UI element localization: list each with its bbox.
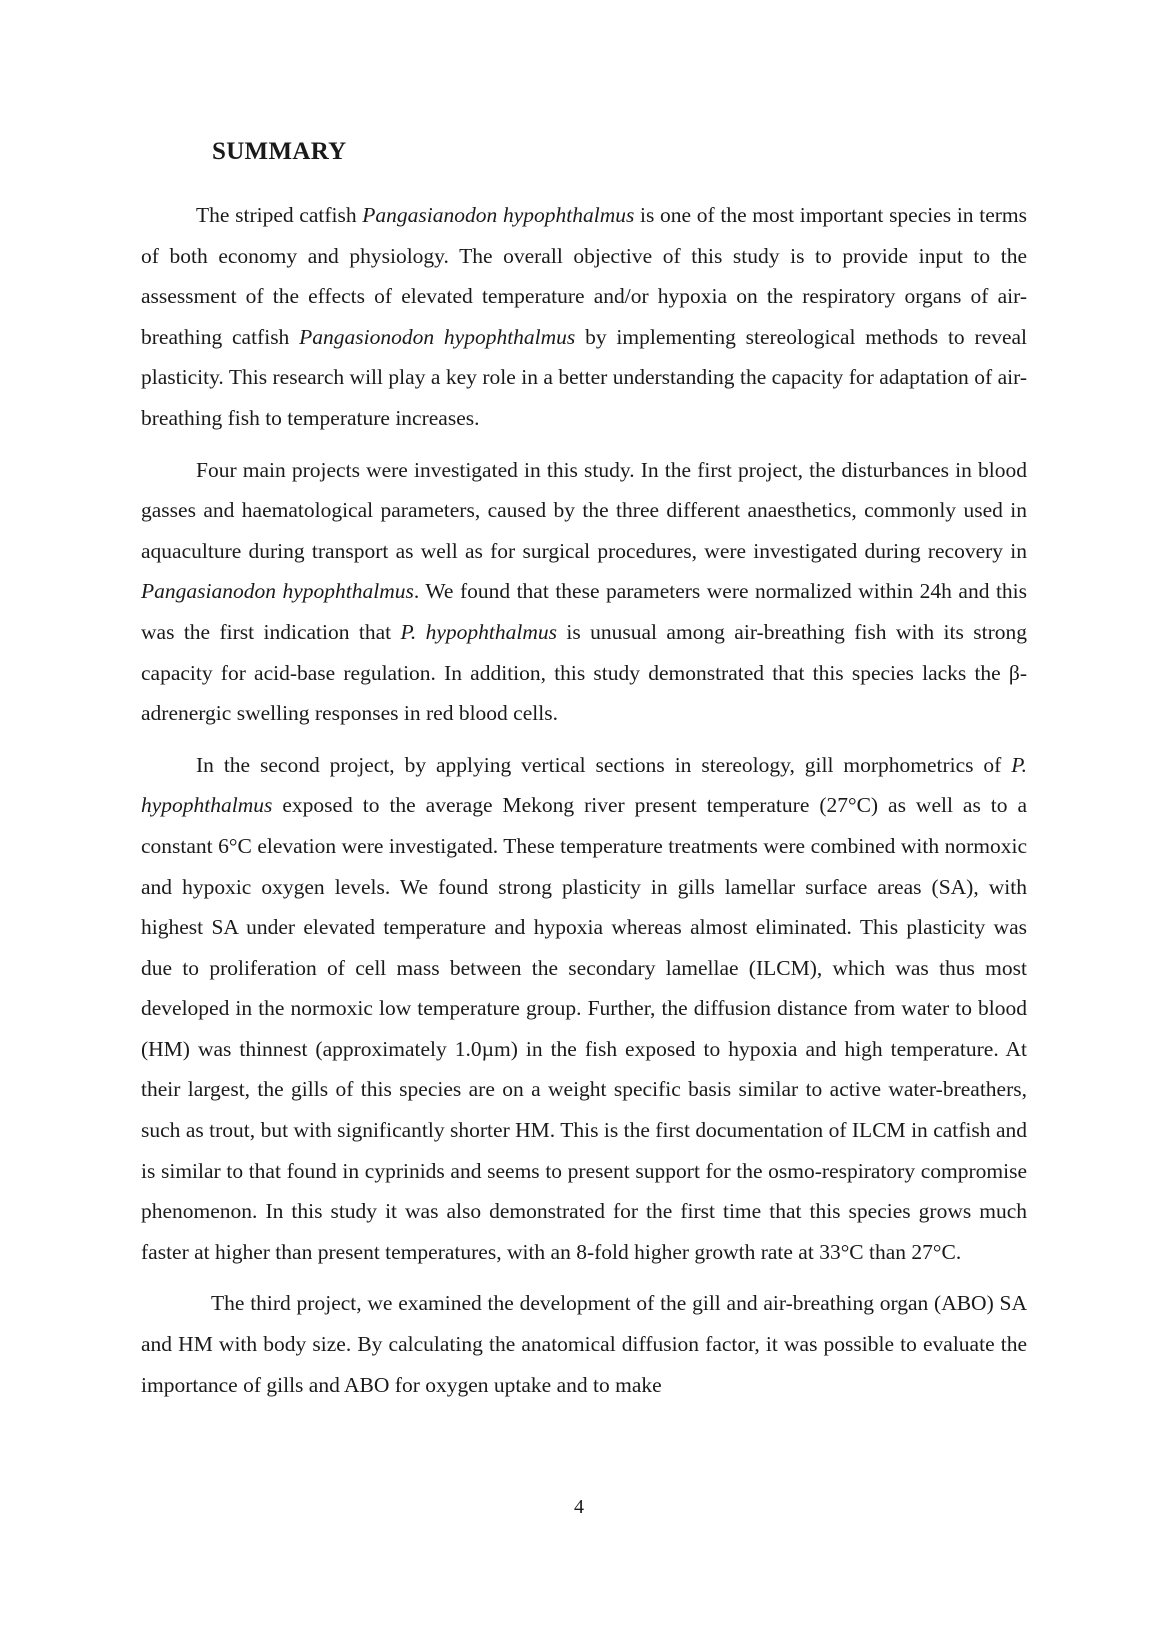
page-number: 4	[574, 1496, 584, 1518]
text-segment: . We found that these parameters were normalized within 24h and this was the first indication that	[141, 579, 1028, 644]
paragraph	[141, 1283, 1027, 1405]
species-name: Pangasianodon hypophthalmus	[362, 203, 635, 227]
species-name: P. hypophthalmus	[400, 619, 558, 644]
text-segment: exposed to the average Mekong river present temperature (27°C) as well as to a constant 6°C elevation were investigated. These temperature treatments were combined with normoxic and hypoxic oxygen levels. We found strong plasticity in gills lamellar surface areas (SA), with highest SA under elevated temperature and hypoxia whereas almost eliminated. This plasticity was due to proliferation of cell mass between the secondary lamellae (ILCM), which was thus most developed in the normoxic low temperature group. Further, the diffusion distance from water to blood (HM) was thinnest (approximately 1.0µm) in the fish exposed to hypoxia and high temperature. At their largest, the gills of this species are on a weight specific basis similar to active water-breathers, such as trout, but with significantly shorter HM. This is the first documentation of ILCM in catfish and is similar to that found in cyprinids and seems to present support for the osmo-respiratory compromise phenomenon. In this study it was also demonstrated for the first time that this species grows much faster at higher than present temperatures, with an 8-fold higher growth rate at 33°C than 27°C.	[141, 793, 1027, 1264]
paragraph	[141, 450, 1027, 734]
text-segment: by implementing stereological methods to reveal plasticity. This research will play a key role in a better understanding the capacity for adaptation of air-breathing fish to temperature increases.	[141, 324, 1027, 430]
species-name: P. hypophthalmus	[141, 752, 1027, 818]
text-segment: The third project, we examined the development of the gill and air-breathing organ (ABO) SA and HM with body size. By calculating the anatomical diffusion factor, it was possible to evaluate the importance of gills and ABO for oxygen uptake and to make	[141, 1291, 1027, 1397]
section-heading: SUMMARY	[212, 138, 347, 165]
paragraph	[141, 745, 1027, 1273]
text-segment: Four main projects were investigated in this study. In the first project, the disturbances in blood gasses and haematological parameters, caused by the three different anaesthetics, commonly used in aquaculture during transport as well as for surgical procedures, were investigated during recovery in	[141, 457, 1027, 563]
text-segment: is one of the most important species in terms of both economy and physiology. The overall objective of this study is to provide input to the assessment of the effects of elevated temperature and/or hypoxia on the respiratory organs of air-breathing catfish	[141, 203, 1027, 349]
species-name: Pangasionodon hypophthalmus	[299, 324, 576, 349]
body-text	[141, 195, 1027, 1416]
text-segment: The striped catfish	[196, 203, 363, 227]
text-segment: In the second project, by applying vertical sections in stereology, gill morphometrics of	[196, 752, 1012, 777]
species-name: Pangasianodon hypophthalmus	[141, 579, 414, 604]
paragraph	[141, 195, 1027, 439]
text-segment: is unusual among air-breathing fish with its strong capacity for acid-base regulation. In addition, this study demonstrated that this species lacks the β-adrenergic swelling responses in red blood cells.	[141, 619, 1027, 726]
